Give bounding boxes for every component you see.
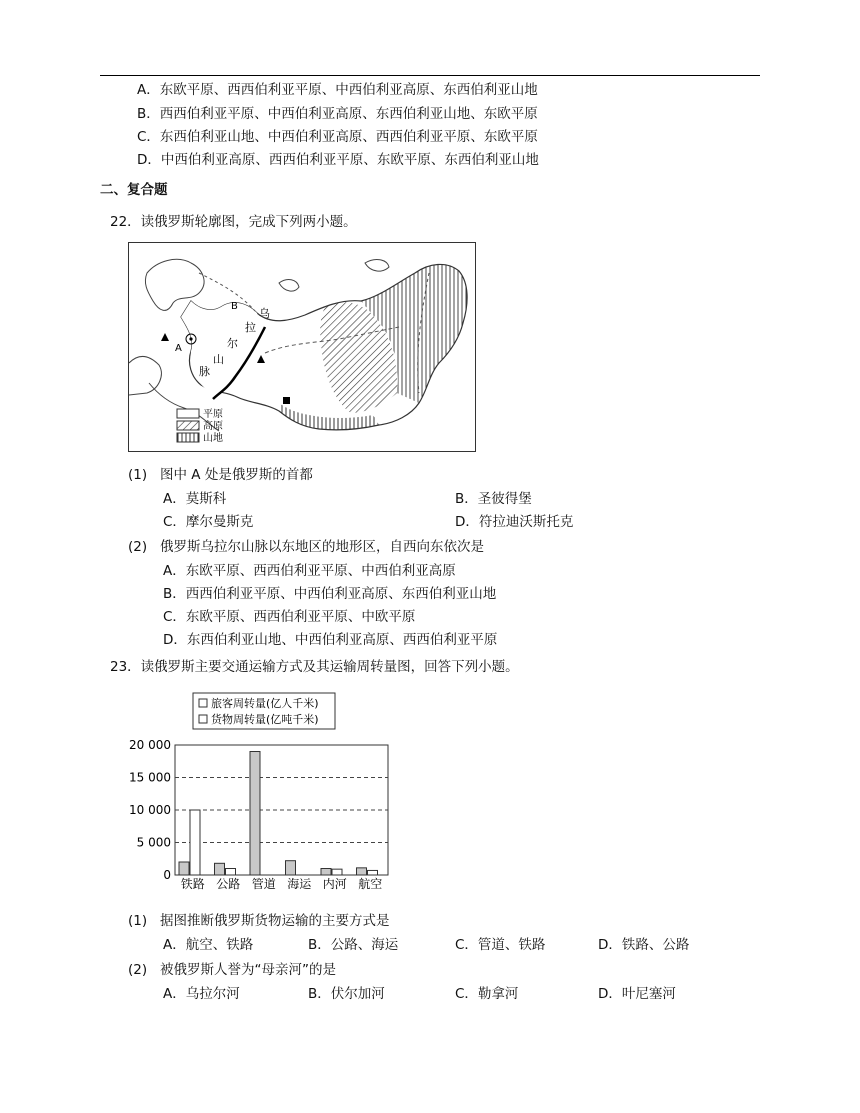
prev-option-a: A．东欧平原、西西伯利亚平原、中西伯利亚高原、东西伯利亚山地 xyxy=(137,82,538,98)
q22-sub1-text: 图中 A 处是俄罗斯的首都 xyxy=(160,467,313,483)
chart-xtick-label-3: 海运 xyxy=(287,877,312,890)
map-label-ural-2: 拉 xyxy=(245,321,256,334)
chart-bar-1-0 xyxy=(179,862,189,875)
legend-mountain: 山地 xyxy=(203,433,223,444)
chart-ytick-label-1: 5 000 xyxy=(136,835,171,850)
q23-sub1-option-c: C．管道、铁路 xyxy=(455,937,546,953)
transport-chart-svg xyxy=(125,690,395,890)
q22-sub2-text: 俄罗斯乌拉尔山脉以东地区的地形区，自西向东依次是 xyxy=(160,539,484,555)
q23-sub2-option-c: C．勒拿河 xyxy=(455,986,519,1002)
prev-option-b: B．西西伯利亚平原、中西伯利亚高原、东西伯利亚山地、东欧平原 xyxy=(137,106,538,122)
chart-ytick-label-4: 20 000 xyxy=(129,738,171,752)
chart-legend-swatch-0 xyxy=(199,699,207,707)
map-label-a: A xyxy=(175,343,182,354)
map-label-ural-5: 脉 xyxy=(199,365,210,378)
chart-bar-0-4 xyxy=(332,869,342,875)
chart-bar-0-5 xyxy=(368,870,378,875)
chart-bar-1-3 xyxy=(286,861,296,875)
chart-bar-0-1 xyxy=(226,869,236,876)
q23-sub2-option-b: B．伏尔加河 xyxy=(308,986,385,1002)
map-label-ural-4: 山 xyxy=(213,353,224,366)
chart-bar-1-1 xyxy=(215,863,225,875)
russia-map-svg xyxy=(129,243,475,451)
q22-sub1-num: (1) xyxy=(128,467,148,483)
section-title: 二、复合题 xyxy=(100,182,168,198)
q22-sub1-option-b: B．圣彼得堡 xyxy=(455,491,532,507)
chart-legend-swatch-1 xyxy=(199,715,207,723)
chart-legend-label-0: 旅客周转量(亿人千米) xyxy=(211,697,319,710)
q23-sub2-option-a: A．乌拉尔河 xyxy=(163,986,240,1002)
chart-bar-1-5 xyxy=(357,868,367,875)
q22-stem: 22．读俄罗斯轮廓图，完成下列两小题。 xyxy=(110,214,357,230)
chart-legend-label-1: 货物周转量(亿吨千米) xyxy=(211,713,319,726)
header-rule xyxy=(100,75,760,76)
q22-sub2-option-a: A．东欧平原、西西伯利亚平原、中西伯利亚高原 xyxy=(163,563,456,579)
q22-sub1-option-d: D．符拉迪沃斯托克 xyxy=(455,514,574,530)
q23-sub1-num: (1) xyxy=(128,913,148,929)
russia-map xyxy=(128,242,476,452)
chart-bar-0-0 xyxy=(190,810,200,875)
q22-sub1-option-a: A．莫斯科 xyxy=(163,491,227,507)
chart-xtick-label-0: 铁路 xyxy=(180,877,205,890)
chart-ytick-label-2: 10 000 xyxy=(129,803,171,817)
q22-sub2-option-d: D．东西伯利亚山地、中西伯利亚高原、西西伯利亚平原 xyxy=(163,632,498,648)
legend-plain: 平原 xyxy=(203,409,223,420)
q22-sub2-num: (2) xyxy=(128,539,148,555)
chart-xtick-label-2: 管道 xyxy=(251,877,276,890)
q23-sub2-text: 被俄罗斯人誉为“母亲河”的是 xyxy=(160,962,336,978)
q23-sub1-option-b: B．公路、海运 xyxy=(308,937,399,953)
map-label-b: B xyxy=(231,301,238,312)
q23-sub1-text: 据图推断俄罗斯货物运输的主要方式是 xyxy=(160,913,390,929)
transport-chart xyxy=(125,690,395,890)
legend-plateau: 高原 xyxy=(203,421,223,432)
q23-sub1-option-a: A．航空、铁路 xyxy=(163,937,254,953)
q23-sub2-num: (2) xyxy=(128,962,148,978)
q22-sub2-option-b: B．西西伯利亚平原、中西伯利亚高原、东西伯利亚山地 xyxy=(163,586,497,602)
q22-sub1-option-c: C．摩尔曼斯克 xyxy=(163,514,254,530)
chart-xtick-label-4: 内河 xyxy=(322,877,347,890)
prev-option-d: D．中西伯利亚高原、西西伯利亚平原、东欧平原、东西伯利亚山地 xyxy=(137,152,539,168)
q23-sub2-option-d: D．叶尼塞河 xyxy=(598,986,676,1002)
map-label-ural-3: 尔 xyxy=(227,337,238,350)
chart-xtick-label-5: 航空 xyxy=(358,877,383,890)
chart-bar-1-4 xyxy=(321,869,331,876)
chart-xtick-label-1: 公路 xyxy=(216,877,241,890)
q23-sub1-option-d: D．铁路、公路 xyxy=(598,937,690,953)
chart-bar-1-2 xyxy=(250,752,260,876)
map-label-ural-1: 乌 xyxy=(259,307,270,320)
prev-option-c: C．东西伯利亚山地、中西伯利亚高原、西西伯利亚平原、东欧平原 xyxy=(137,129,538,145)
q22-sub2-option-c: C．东欧平原、西西伯利亚平原、中欧平原 xyxy=(163,609,416,625)
chart-ytick-label-0: 0 xyxy=(163,868,171,882)
chart-ytick-label-3: 15 000 xyxy=(129,770,171,785)
q23-stem: 23．读俄罗斯主要交通运输方式及其运输周转量图，回答下列小题。 xyxy=(110,659,519,675)
